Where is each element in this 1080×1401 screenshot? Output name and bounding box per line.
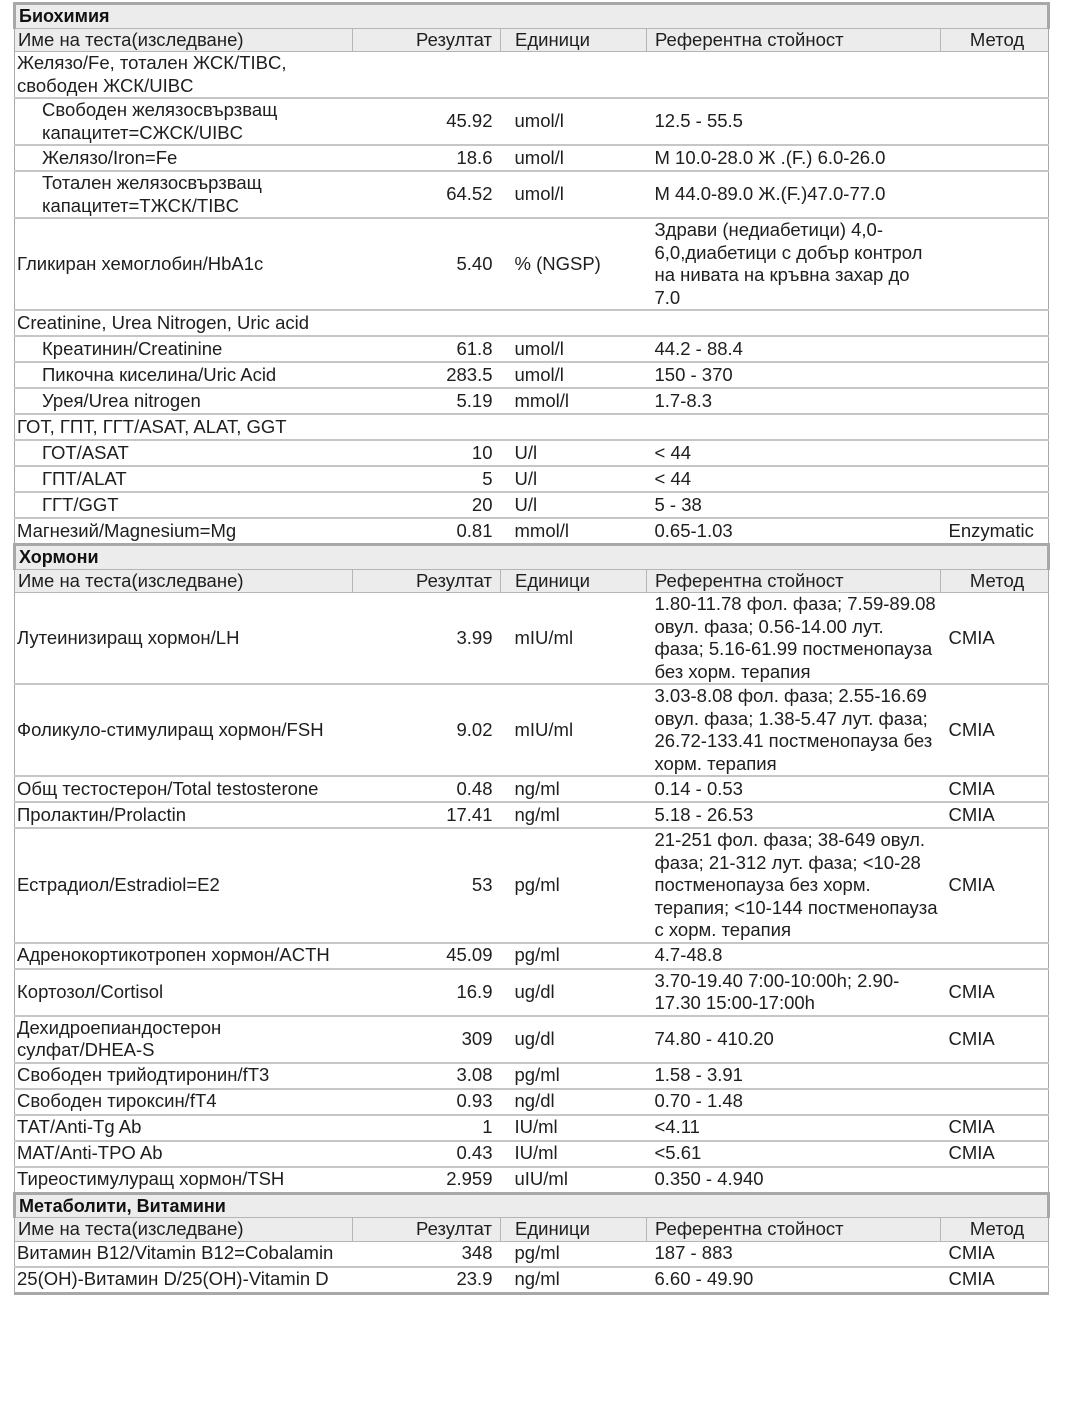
test-name: ТАТ/Anti-Tg Ab — [15, 1115, 353, 1141]
test-result: 5 — [353, 466, 501, 492]
test-method: CMIA — [941, 802, 1049, 828]
test-units: mIU/ml — [501, 593, 647, 685]
test-reference-range: 4.7-48.8 — [647, 943, 941, 969]
test-name: ГОТ, ГПТ, ГГТ/ASAT, ALAT, GGT — [15, 414, 353, 440]
test-name: Свободен тироксин/fT4 — [15, 1089, 353, 1115]
test-method — [941, 171, 1049, 218]
test-result: 23.9 — [353, 1267, 501, 1294]
table-row — [15, 593, 1049, 685]
test-units: mmol/l — [501, 518, 647, 545]
test-reference-range: 3.70-19.40 7:00-10:00h; 2.90-17.30 15:00-17:00h — [647, 969, 941, 1016]
column-header-method: Метод — [941, 569, 1049, 593]
test-result: 10 — [353, 440, 501, 466]
group-row — [15, 414, 1049, 440]
test-result: 2.959 — [353, 1167, 501, 1194]
test-method: Enzymatic — [941, 518, 1049, 545]
test-result: 20 — [353, 492, 501, 518]
test-reference-range: 150 - 370 — [647, 362, 941, 388]
test-reference-range: 1.7-8.3 — [647, 388, 941, 414]
test-units: U/l — [501, 466, 647, 492]
group-row — [15, 52, 1049, 99]
test-method: CMIA — [941, 1141, 1049, 1167]
test-reference-range — [647, 414, 941, 440]
test-method: CMIA — [941, 1115, 1049, 1141]
test-reference-range — [647, 52, 941, 99]
test-method — [941, 1167, 1049, 1194]
column-header-units: Единици — [501, 569, 647, 593]
column-header-name: Име на теста(изследване) — [15, 569, 353, 593]
test-method — [941, 218, 1049, 310]
test-method — [941, 145, 1049, 171]
test-method: CMIA — [941, 969, 1049, 1016]
column-header-name: Име на теста(изследване) — [15, 1218, 353, 1242]
section-title: Биохимия — [15, 4, 1049, 29]
test-name: ГОТ/ASAT — [15, 440, 353, 466]
test-result — [353, 414, 501, 440]
test-reference-range: 5 - 38 — [647, 492, 941, 518]
table-row — [15, 466, 1049, 492]
table-row — [15, 969, 1049, 1016]
test-result: 283.5 — [353, 362, 501, 388]
test-name: Тиреостимулуращ хормон/TSH — [15, 1167, 353, 1194]
column-header-reference: Референтна стойност — [647, 28, 941, 52]
column-header-method: Метод — [941, 1218, 1049, 1242]
section-title: Метаболити, Витамини — [15, 1193, 1049, 1218]
test-reference-range: < 44 — [647, 440, 941, 466]
test-method — [941, 440, 1049, 466]
test-units: ug/dl — [501, 1016, 647, 1063]
test-units: mIU/ml — [501, 684, 647, 776]
test-result — [353, 310, 501, 336]
test-method — [941, 388, 1049, 414]
table-row — [15, 171, 1049, 218]
test-method: CMIA — [941, 776, 1049, 802]
test-units: ng/ml — [501, 802, 647, 828]
test-name: Дехидроепиандостерон сулфат/DHEA-S — [15, 1016, 353, 1063]
test-result: 9.02 — [353, 684, 501, 776]
table-row — [15, 1267, 1049, 1294]
test-units: U/l — [501, 492, 647, 518]
section-title: Хормони — [15, 545, 1049, 570]
test-units: umol/l — [501, 336, 647, 362]
test-units: ug/dl — [501, 969, 647, 1016]
test-result: 0.93 — [353, 1089, 501, 1115]
test-name: Creatinine, Urea Nitrogen, Uric acid — [15, 310, 353, 336]
column-header-row — [15, 28, 1049, 52]
test-name: Витамин B12/Vitamin B12=Cobalamin — [15, 1241, 353, 1267]
table-row — [15, 1089, 1049, 1115]
column-header-row — [15, 1218, 1049, 1242]
test-reference-range: 6.60 - 49.90 — [647, 1267, 941, 1294]
test-reference-range: 44.2 - 88.4 — [647, 336, 941, 362]
test-name: Адренокортикотропен хормон/ACTH — [15, 943, 353, 969]
test-result: 64.52 — [353, 171, 501, 218]
column-header-result: Резултат — [353, 569, 501, 593]
column-header-units: Единици — [501, 28, 647, 52]
test-name: Пролактин/Prolactin — [15, 802, 353, 828]
test-result: 18.6 — [353, 145, 501, 171]
lab-results-report — [13, 2, 1047, 1295]
test-result — [353, 52, 501, 99]
test-reference-range: <5.61 — [647, 1141, 941, 1167]
table-row — [15, 1141, 1049, 1167]
test-reference-range: 1.58 - 3.91 — [647, 1063, 941, 1089]
table-row — [15, 145, 1049, 171]
test-units: % (NGSP) — [501, 218, 647, 310]
test-reference-range: 12.5 - 55.5 — [647, 98, 941, 145]
test-units: pg/ml — [501, 828, 647, 943]
test-reference-range: 187 - 883 — [647, 1241, 941, 1267]
table-row — [15, 828, 1049, 943]
test-result: 53 — [353, 828, 501, 943]
column-header-reference: Референтна стойност — [647, 1218, 941, 1242]
table-row — [15, 802, 1049, 828]
table-row — [15, 1167, 1049, 1194]
table-row — [15, 1063, 1049, 1089]
column-header-result: Резултат — [353, 28, 501, 52]
test-result: 5.19 — [353, 388, 501, 414]
column-header-row — [15, 569, 1049, 593]
test-name: Лутеинизиращ хормон/LH — [15, 593, 353, 685]
test-name: Желязо/Iron=Fe — [15, 145, 353, 171]
section-header — [15, 1193, 1049, 1218]
lab-results-table — [13, 2, 1050, 1295]
test-name: Пикочна киселина/Uric Acid — [15, 362, 353, 388]
test-method: CMIA — [941, 684, 1049, 776]
test-reference-range: М 44.0-89.0 Ж.(F.)47.0-77.0 — [647, 171, 941, 218]
test-name: Гликиран хемоглобин/HbA1c — [15, 218, 353, 310]
table-row — [15, 388, 1049, 414]
test-result: 0.81 — [353, 518, 501, 545]
test-name: Тотален желязосвързващ капацитет=ТЖСК/TIBC — [15, 171, 353, 218]
test-result: 3.08 — [353, 1063, 501, 1089]
column-header-method: Метод — [941, 28, 1049, 52]
test-method — [941, 98, 1049, 145]
column-header-units: Единици — [501, 1218, 647, 1242]
test-name: ГПТ/ALAT — [15, 466, 353, 492]
test-reference-range — [647, 310, 941, 336]
section-header — [15, 545, 1049, 570]
test-method — [941, 1063, 1049, 1089]
test-result: 348 — [353, 1241, 501, 1267]
test-name: Кортозол/Cortisol — [15, 969, 353, 1016]
table-row — [15, 1115, 1049, 1141]
test-units: umol/l — [501, 98, 647, 145]
test-units: ng/ml — [501, 1267, 647, 1294]
test-result: 61.8 — [353, 336, 501, 362]
column-header-reference: Референтна стойност — [647, 569, 941, 593]
test-result: 309 — [353, 1016, 501, 1063]
table-row — [15, 1241, 1049, 1267]
table-row — [15, 684, 1049, 776]
table-row — [15, 98, 1049, 145]
test-result: 5.40 — [353, 218, 501, 310]
test-reference-range: 74.80 - 410.20 — [647, 1016, 941, 1063]
test-name: ГГТ/GGT — [15, 492, 353, 518]
test-reference-range: Здрави (недиабетици) 4,0-6,0,диабетици с добър контрол на нивата на кръвна захар до 7.0 — [647, 218, 941, 310]
table-row — [15, 492, 1049, 518]
test-result: 3.99 — [353, 593, 501, 685]
test-units: ng/dl — [501, 1089, 647, 1115]
test-method — [941, 362, 1049, 388]
test-method: CMIA — [941, 828, 1049, 943]
test-method — [941, 414, 1049, 440]
test-method — [941, 943, 1049, 969]
test-result: 16.9 — [353, 969, 501, 1016]
test-method — [941, 1089, 1049, 1115]
test-name: Свободен желязосвързващ капацитет=СЖСК/UIBC — [15, 98, 353, 145]
test-reference-range: 0.70 - 1.48 — [647, 1089, 941, 1115]
test-result: 45.92 — [353, 98, 501, 145]
test-method: CMIA — [941, 593, 1049, 685]
test-method — [941, 310, 1049, 336]
test-method — [941, 466, 1049, 492]
test-units: IU/ml — [501, 1115, 647, 1141]
test-units — [501, 414, 647, 440]
table-row — [15, 1016, 1049, 1063]
column-header-result: Резултат — [353, 1218, 501, 1242]
test-method — [941, 336, 1049, 362]
test-result: 0.43 — [353, 1141, 501, 1167]
test-result: 17.41 — [353, 802, 501, 828]
test-result: 45.09 — [353, 943, 501, 969]
test-units — [501, 52, 647, 99]
table-row — [15, 776, 1049, 802]
test-method: CMIA — [941, 1267, 1049, 1294]
test-units: IU/ml — [501, 1141, 647, 1167]
test-units: pg/ml — [501, 1241, 647, 1267]
test-units: umol/l — [501, 145, 647, 171]
section-header — [15, 4, 1049, 29]
table-row — [15, 362, 1049, 388]
group-row — [15, 310, 1049, 336]
test-name: Магнезий/Magnesium=Mg — [15, 518, 353, 545]
test-reference-range: 0.14 - 0.53 — [647, 776, 941, 802]
test-reference-range: 1.80-11.78 фол. фаза; 7.59-89.08 овул. фаза; 0.56-14.00 лут. фаза; 5.16-61.99 постменопауза без хорм. терапия — [647, 593, 941, 685]
test-reference-range: <4.11 — [647, 1115, 941, 1141]
test-units: ng/ml — [501, 776, 647, 802]
table-row — [15, 943, 1049, 969]
test-reference-range: 0.350 - 4.940 — [647, 1167, 941, 1194]
test-result: 1 — [353, 1115, 501, 1141]
column-header-name: Име на теста(изследване) — [15, 28, 353, 52]
test-name: Общ тестостерон/Total testosterone — [15, 776, 353, 802]
table-row — [15, 440, 1049, 466]
test-units: pg/ml — [501, 943, 647, 969]
test-name: МАТ/Anti-TPO Ab — [15, 1141, 353, 1167]
test-name: Желязо/Fe, тотален ЖСК/TIBC, свободен ЖСК/UIBC — [15, 52, 353, 99]
test-name: Урея/Urea nitrogen — [15, 388, 353, 414]
test-method: CMIA — [941, 1241, 1049, 1267]
test-name: Естрадиол/Estradiol=E2 — [15, 828, 353, 943]
table-row — [15, 336, 1049, 362]
test-units: uIU/ml — [501, 1167, 647, 1194]
test-units — [501, 310, 647, 336]
test-method — [941, 52, 1049, 99]
test-reference-range: < 44 — [647, 466, 941, 492]
test-reference-range: 21-251 фол. фаза; 38-649 овул. фаза; 21-312 лут. фаза; <10-28 постменопауза без хорм. терапия; <10-144 постменопауза с хорм. терапия — [647, 828, 941, 943]
test-reference-range: 0.65-1.03 — [647, 518, 941, 545]
test-method — [941, 492, 1049, 518]
test-reference-range: 3.03-8.08 фол. фаза; 2.55-16.69 овул. фаза; 1.38-5.47 лут. фаза; 26.72-133.41 постменопауза без хорм. терапия — [647, 684, 941, 776]
table-row — [15, 218, 1049, 310]
test-method: CMIA — [941, 1016, 1049, 1063]
test-units: mmol/l — [501, 388, 647, 414]
test-units: umol/l — [501, 171, 647, 218]
test-name: Креатинин/Creatinine — [15, 336, 353, 362]
test-name: Фоликуло-стимулиращ хормон/FSH — [15, 684, 353, 776]
test-units: U/l — [501, 440, 647, 466]
test-name: Свободен трийодтиронин/fT3 — [15, 1063, 353, 1089]
test-units: pg/ml — [501, 1063, 647, 1089]
table-row — [15, 518, 1049, 545]
test-result: 0.48 — [353, 776, 501, 802]
test-reference-range: 5.18 - 26.53 — [647, 802, 941, 828]
test-units: umol/l — [501, 362, 647, 388]
test-reference-range: М 10.0-28.0 Ж .(F.) 6.0-26.0 — [647, 145, 941, 171]
test-name: 25(OH)-Витамин D/25(OH)-Vitamin D — [15, 1267, 353, 1294]
